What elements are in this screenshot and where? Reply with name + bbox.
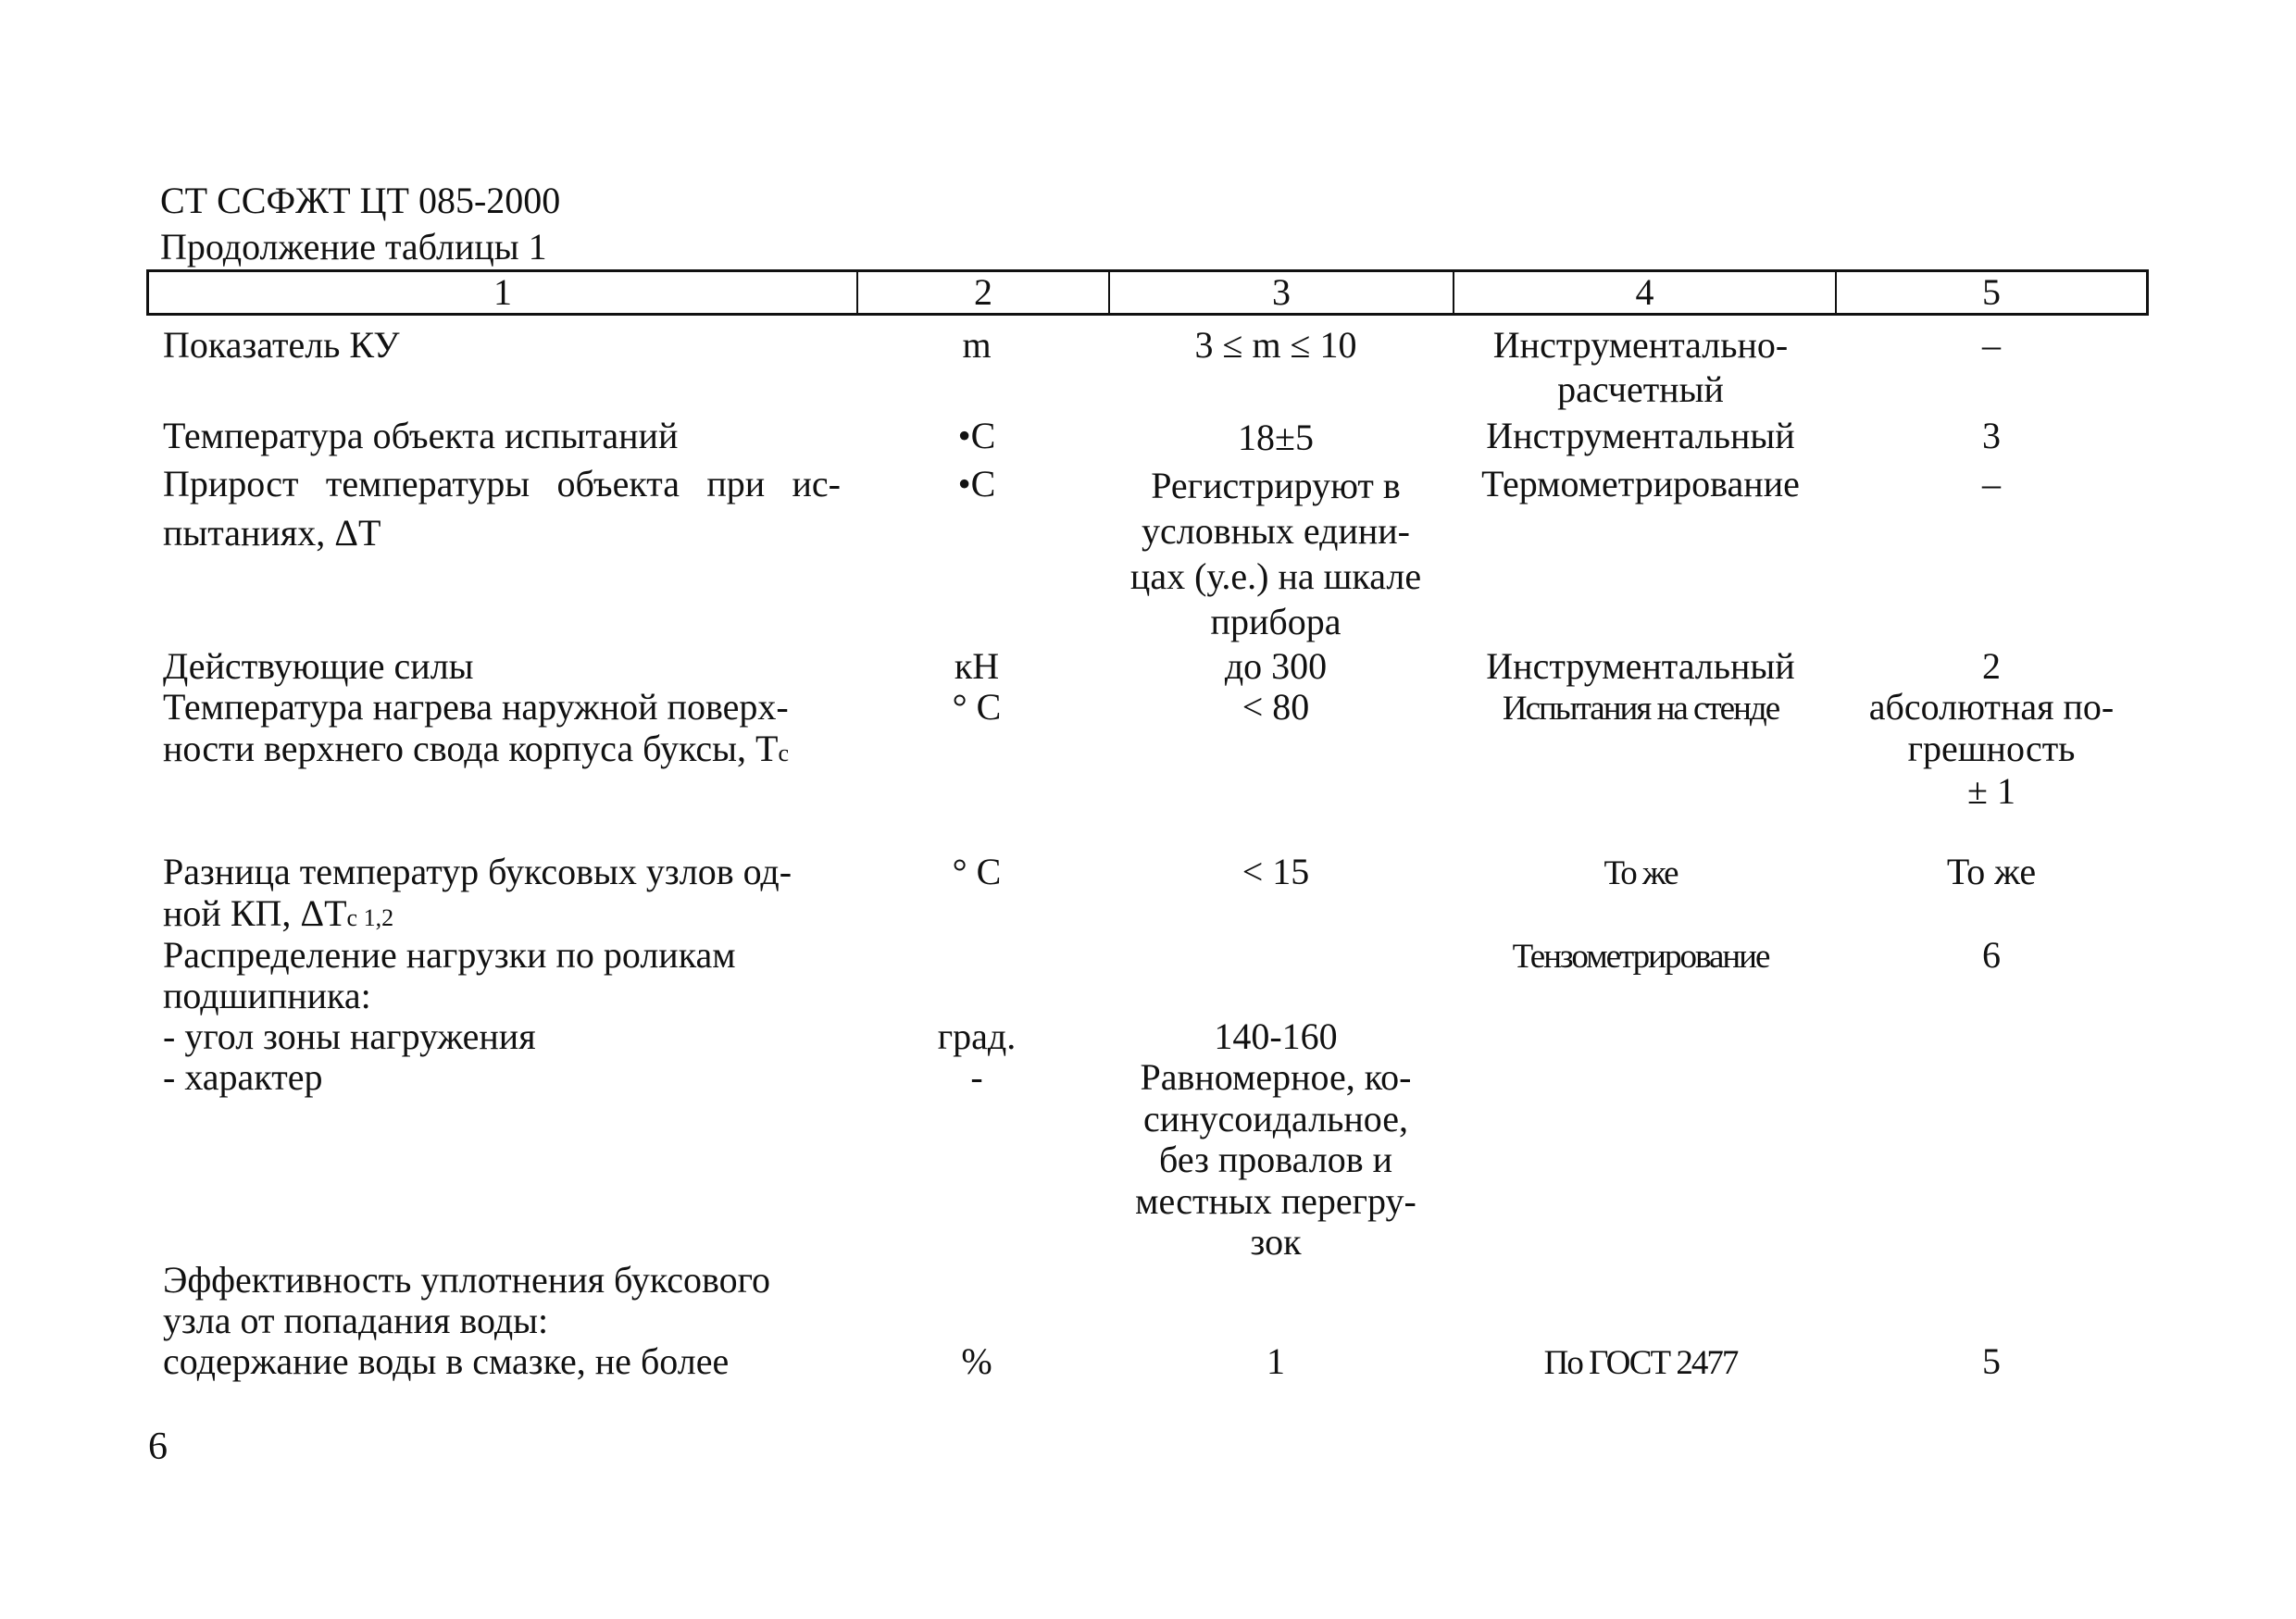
reference: – xyxy=(1982,324,2001,366)
reference: грешность xyxy=(1907,728,2076,769)
method: По ГОСТ 2477 xyxy=(1543,1344,1738,1382)
value: 1 xyxy=(1267,1340,1285,1382)
value: зок xyxy=(1250,1221,1302,1263)
row-label: Распределение нагрузки по роликам xyxy=(163,934,736,976)
unit: •С xyxy=(957,415,996,456)
method: расчетный xyxy=(1557,368,1724,410)
table-header-row xyxy=(146,269,2149,316)
value: без провалов и xyxy=(1159,1139,1392,1180)
method: Тензометрирование xyxy=(1512,938,1769,976)
unit: % xyxy=(961,1340,992,1382)
value: < 15 xyxy=(1242,851,1310,892)
row-label: Эффективность уплотнения буксового xyxy=(163,1259,771,1301)
reference: То же xyxy=(1946,851,2037,892)
row-label: ной КП, ΔTc 1,2 xyxy=(163,892,394,934)
row-label: - угол зоны нагружения xyxy=(163,1015,536,1057)
table-caption: Продолжение таблицы 1 xyxy=(160,226,547,268)
method: Испытания на стенде xyxy=(1502,690,1779,728)
subscript: c 1,2 xyxy=(346,904,394,931)
unit: ° С xyxy=(952,686,1002,728)
reference: абсолютная по- xyxy=(1868,686,2115,728)
reference: 5 xyxy=(1982,1340,2001,1382)
row-label: узла от попадания воды: xyxy=(163,1300,549,1341)
row-label: пытаниях, ΔT xyxy=(163,512,381,554)
row-label: Действующие силы xyxy=(163,645,474,687)
reference: ± 1 xyxy=(1967,770,2015,812)
method: Инструментально- xyxy=(1492,324,1789,366)
value: условных едини- xyxy=(1142,510,1410,552)
method: Инструментальный xyxy=(1486,645,1795,687)
column-header-1: 1 xyxy=(493,271,512,313)
document-code: СТ ССФЖТ ЦТ 085-2000 xyxy=(160,180,561,221)
unit: кН xyxy=(954,645,1000,687)
unit: ° С xyxy=(952,851,1002,892)
row-label: подшипника: xyxy=(163,975,371,1016)
reference: – xyxy=(1982,463,2001,504)
row-label: Прирост температуры объекта при ис- xyxy=(163,463,841,504)
subscript: c xyxy=(778,740,790,766)
value: синусоидальное, xyxy=(1142,1098,1409,1140)
page-number: 6 xyxy=(148,1426,168,1468)
row-label: Разница температур буксовых узлов од- xyxy=(163,851,792,892)
column-header-5: 5 xyxy=(1982,271,2001,313)
value: прибора xyxy=(1210,601,1341,642)
unit: град. xyxy=(937,1015,1017,1057)
method: Инструментальный xyxy=(1486,415,1795,456)
row-label: Температура объекта испытаний xyxy=(163,415,679,456)
value: < 80 xyxy=(1242,686,1310,728)
value: цах (у.е.) на шкале xyxy=(1129,555,1422,597)
column-header-3: 3 xyxy=(1272,271,1291,313)
column-header-4: 4 xyxy=(1635,271,1654,313)
value: 140-160 xyxy=(1214,1015,1338,1057)
unit: - xyxy=(970,1056,983,1098)
value: 3 ≤ m ≤ 10 xyxy=(1194,324,1357,366)
method: Термометрирование xyxy=(1481,463,1800,504)
unit: m xyxy=(962,324,992,366)
value: Регистрируют в xyxy=(1151,465,1401,506)
method: То же xyxy=(1603,854,1678,892)
row-label: - характер xyxy=(163,1056,323,1098)
column-header-2: 2 xyxy=(974,271,992,313)
value: 18±5 xyxy=(1238,417,1314,458)
value: Равномерное, ко- xyxy=(1140,1056,1412,1098)
row-label: Температура нагрева наружной поверх- xyxy=(163,686,789,728)
reference: 2 xyxy=(1982,645,2001,687)
value: до 300 xyxy=(1224,645,1328,687)
reference: 6 xyxy=(1982,934,2001,976)
unit: •С xyxy=(957,463,996,504)
row-label: Показатель КУ xyxy=(163,324,400,366)
value: местных перегру- xyxy=(1135,1180,1416,1222)
row-label: содержание воды в смазке, не более xyxy=(163,1340,730,1382)
row-label: ности верхнего свода корпуса буксы, Tc xyxy=(163,728,790,769)
reference: 3 xyxy=(1982,415,2001,456)
